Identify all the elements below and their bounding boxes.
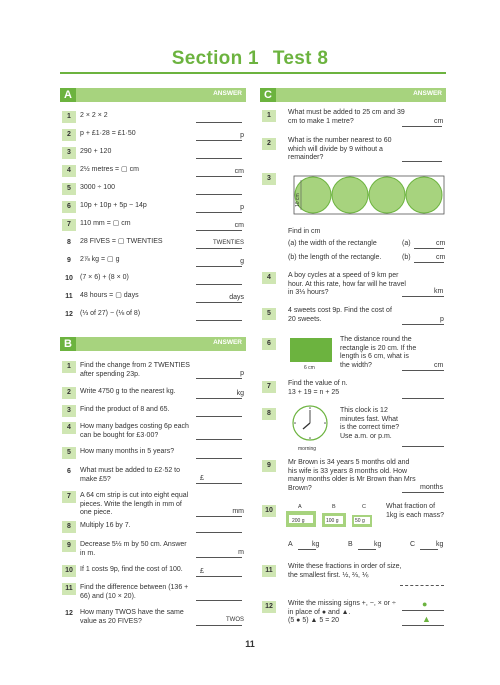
answer-unit: p — [240, 204, 244, 211]
b-number: 7 — [62, 491, 76, 503]
page-title — [0, 48, 500, 70]
answer-line[interactable] — [402, 492, 444, 493]
b-question: Find the change from 2 TWENTIES after spending 23p. — [80, 362, 190, 378]
answer-line[interactable] — [420, 549, 438, 550]
a-number: 5 — [62, 183, 76, 195]
answer-line[interactable] — [196, 230, 242, 231]
a-number: 7 — [62, 219, 76, 231]
c6-dimension: 6 cm — [304, 365, 315, 371]
b-number: 3 — [62, 405, 76, 417]
answer-line[interactable] — [196, 284, 242, 285]
c2-question: What is the number nearest to 60 which will divide by 9 without a remainder? — [288, 137, 392, 161]
answer-line[interactable] — [196, 378, 242, 379]
c3-find: Find in cm — [288, 228, 321, 235]
answer-line[interactable] — [196, 176, 242, 177]
answer-unit: p — [240, 370, 244, 377]
circle-symbol: ● — [422, 599, 428, 609]
answer-line[interactable] — [402, 126, 442, 127]
answer-line[interactable] — [402, 446, 444, 447]
answer-unit: TWOS — [226, 617, 244, 623]
b-number: 12 — [65, 610, 73, 617]
b-number: 8 — [62, 521, 76, 533]
green-rectangle-diagram — [286, 336, 338, 372]
section-title: Section 1 — [171, 48, 259, 69]
answer-line[interactable] — [402, 161, 442, 162]
b-number: 11 — [62, 583, 76, 595]
answer-line[interactable] — [196, 302, 242, 303]
c-number: 5 — [262, 308, 276, 320]
a-number: 2 — [62, 129, 76, 141]
clock-morning: morning — [298, 446, 317, 452]
mass-value: 200 g — [292, 518, 305, 524]
mass-label: B — [332, 504, 336, 510]
c-number: 11 — [262, 565, 276, 577]
a-question: 10p + 10p + 5p − 14p — [80, 202, 147, 209]
mass-value: 50 g — [355, 518, 365, 524]
c10-a: A — [288, 541, 293, 548]
answer-unit: p — [240, 132, 244, 139]
answer-line[interactable] — [402, 296, 444, 297]
b-number: 5 — [62, 447, 76, 459]
b-question: Decrease 5½ m by 50 cm. Answer in m. — [80, 541, 187, 557]
answer-unit: mm — [232, 508, 244, 515]
mass-label: A — [298, 504, 302, 510]
a-number: 1 — [62, 111, 76, 123]
answer-unit: g — [240, 258, 244, 265]
b-question: What must be added to £2·52 to make £5? — [80, 467, 181, 483]
c12-question: Write the missing signs +, −, × or ÷ in place of ● and ▲. — [288, 600, 396, 616]
section-b-letter: B — [60, 337, 76, 351]
a-question: 110 mm = ▢ cm — [80, 220, 131, 227]
answer-line[interactable] — [196, 266, 242, 267]
c4-question: A boy cycles at a speed of 9 km per hour. At this rate, how far will he travel in 3⅓ hours? — [288, 272, 406, 296]
b-number: 10 — [62, 565, 76, 577]
a-number: 11 — [65, 293, 73, 300]
answer-line[interactable] — [196, 516, 242, 517]
answer-line[interactable] — [196, 532, 242, 533]
b-question: How many TWOS have the same value as 20 FIVES? — [80, 609, 184, 625]
b-number: 1 — [62, 361, 76, 373]
mass-label: C — [362, 504, 366, 510]
c10-kg: kg — [436, 541, 444, 548]
c-number: 12 — [262, 601, 276, 613]
b-question: Find the difference between (136 + 66) and (10 × 20). — [80, 584, 189, 600]
c-number: 3 — [262, 173, 276, 185]
c1-question: What must be added to 25 cm and 39 cm to make 1 metre? — [288, 109, 405, 125]
b-number: 9 — [62, 540, 76, 552]
answer-line[interactable] — [196, 625, 242, 626]
answer-line[interactable] — [400, 585, 444, 586]
answer-line[interactable] — [196, 158, 242, 159]
section-b-header — [60, 337, 246, 351]
c8-question: This clock is 12 minutes fast. What is the correct time? Use a.m. or p.m. — [340, 407, 400, 440]
b-question: How many badges costing 6p each can be bought for £3·00? — [80, 423, 189, 439]
section-c-header — [260, 88, 446, 102]
c11-question: Write these fractions in order of size, the smallest first. ½, ⅔, ⅙ — [288, 563, 402, 579]
c5-question: 4 sweets cost 9p. Find the cost of 20 sweets. — [288, 307, 392, 323]
answer-unit: cm — [436, 254, 446, 261]
page-number: 11 — [245, 639, 255, 649]
answer-line[interactable] — [196, 439, 242, 440]
answer-line[interactable] — [196, 122, 242, 123]
c3-a-label: (a) — [402, 240, 411, 247]
circles-rectangle-diagram — [288, 174, 448, 219]
section-c-letter: C — [260, 88, 276, 102]
answer-label: ANSWER — [213, 339, 242, 346]
c-number: 9 — [262, 460, 276, 472]
answer-line[interactable] — [402, 610, 444, 611]
a-question: 2 × 2 × 2 — [80, 112, 108, 119]
a-question: 48 hours = ▢ days — [80, 292, 139, 299]
b-number: 6 — [67, 468, 71, 475]
answer-unit: cm — [434, 118, 444, 125]
c10-b: B — [348, 541, 353, 548]
a-number: 9 — [67, 257, 71, 264]
b-question: How many months in 5 years? — [80, 448, 175, 455]
section-a-letter: A — [60, 88, 76, 102]
answer-line[interactable] — [196, 194, 242, 195]
answer-line[interactable] — [196, 576, 242, 577]
section-a-header — [60, 88, 246, 102]
masses-diagram — [284, 501, 384, 531]
c10-kg: kg — [312, 541, 320, 548]
a-number: 10 — [65, 275, 73, 282]
mass-value: 100 g — [326, 518, 339, 524]
b-question: If 1 costs 9p, find the cost of 100. — [80, 566, 183, 573]
c7-question: Find the value of n. — [288, 380, 348, 387]
answer-line[interactable] — [196, 248, 242, 249]
c3-a: (a) the width of the rectangle — [288, 240, 377, 247]
c12-equation: (5 ● 5) ▲ 5 = 20 — [288, 617, 340, 624]
a-number: 4 — [62, 165, 76, 177]
answer-line[interactable] — [196, 320, 242, 321]
a-question: 2½ metres = ▢ cm — [80, 166, 139, 173]
c3-dimension: 10 cm — [295, 193, 301, 207]
a-number: 6 — [62, 201, 76, 213]
answer-line[interactable] — [414, 262, 444, 263]
answer-unit: m — [238, 549, 244, 556]
test-title: Test 8 — [272, 48, 329, 69]
answer-unit: cm — [234, 168, 244, 175]
c6-question: The distance round the rectangle is 20 cm. If the length is 6 cm, what is the width? — [340, 336, 417, 369]
a-question: 290 + 120 — [80, 148, 112, 155]
answer-line[interactable] — [402, 324, 444, 325]
answer-unit: £ — [200, 568, 204, 575]
b-number: 4 — [62, 422, 76, 434]
c10-kg: kg — [374, 541, 382, 548]
answer-line[interactable] — [196, 398, 242, 399]
answer-line[interactable] — [196, 416, 242, 417]
answer-unit: cm — [234, 222, 244, 229]
answer-label: ANSWER — [413, 90, 442, 97]
clock-diagram — [286, 403, 336, 455]
b-question: A 64 cm strip is cut into eight equal pieces. Write the length in mm of one piece. — [80, 492, 189, 516]
c-number: 4 — [262, 272, 276, 284]
a-question: 3000 ÷ 100 — [80, 184, 115, 191]
answer-line[interactable] — [402, 625, 444, 626]
a-question: p + £1·28 = £1·50 — [80, 130, 136, 137]
c9-question: Mr Brown is 34 years 5 months old and his wife is 33 years 8 months old. How many months older is Mr Brown than Mrs Brown? — [288, 459, 416, 492]
b-number: 2 — [62, 387, 76, 399]
c3-b: (b) the length of the rectangle. — [288, 254, 382, 261]
c10-c: C — [410, 541, 416, 548]
answer-unit: km — [434, 288, 444, 295]
answer-unit: days — [229, 294, 244, 301]
title-rule — [60, 72, 446, 74]
answer-unit: TWENTIES — [213, 240, 244, 246]
b-question: Multiply 16 by 7. — [80, 522, 131, 529]
c-number: 1 — [262, 110, 276, 122]
answer-line[interactable] — [196, 212, 242, 213]
c-number: 7 — [262, 381, 276, 393]
c-number: 8 — [262, 408, 276, 420]
answer-line[interactable] — [196, 140, 242, 141]
c3-b-label: (b) — [402, 254, 411, 261]
c-number: 2 — [262, 138, 276, 150]
answer-line[interactable] — [196, 557, 242, 558]
c-number: 10 — [262, 505, 276, 517]
answer-line[interactable] — [414, 248, 444, 249]
triangle-symbol: ▲ — [422, 614, 431, 624]
answer-unit: £ — [200, 475, 204, 482]
answer-line[interactable] — [402, 370, 444, 371]
answer-line[interactable] — [196, 458, 242, 459]
c7-equation: 13 + 19 = n + 25 — [288, 389, 340, 396]
answer-unit: months — [420, 484, 443, 491]
b-question: Find the product of 8 and 65. — [80, 406, 170, 413]
answer-line[interactable] — [358, 549, 376, 550]
b-question: Write 4750 g to the nearest kg. — [80, 388, 176, 395]
a-number: 12 — [65, 311, 73, 318]
answer-unit: cm — [436, 240, 446, 247]
c-number: 6 — [262, 338, 276, 350]
a-number: 8 — [67, 239, 71, 246]
a-question: 28 FIVES = ▢ TWENTIES — [80, 238, 163, 245]
answer-unit: p — [440, 316, 444, 323]
c10-question: What fraction of 1kg is each mass? — [386, 503, 444, 519]
a-question: (7 × 6) + (8 × 0) — [80, 274, 129, 281]
a-number: 3 — [62, 147, 76, 159]
answer-unit: kg — [236, 390, 244, 397]
answer-line[interactable] — [196, 483, 242, 484]
answer-unit: cm — [434, 362, 444, 369]
answer-label: ANSWER — [213, 90, 242, 97]
a-question: 2⅞ kg = ▢ g — [80, 256, 120, 263]
answer-line[interactable] — [402, 398, 444, 399]
answer-line[interactable] — [298, 549, 316, 550]
answer-line[interactable] — [196, 600, 242, 601]
a-question: (⅓ of 27) − (⅛ of 8) — [80, 310, 141, 317]
